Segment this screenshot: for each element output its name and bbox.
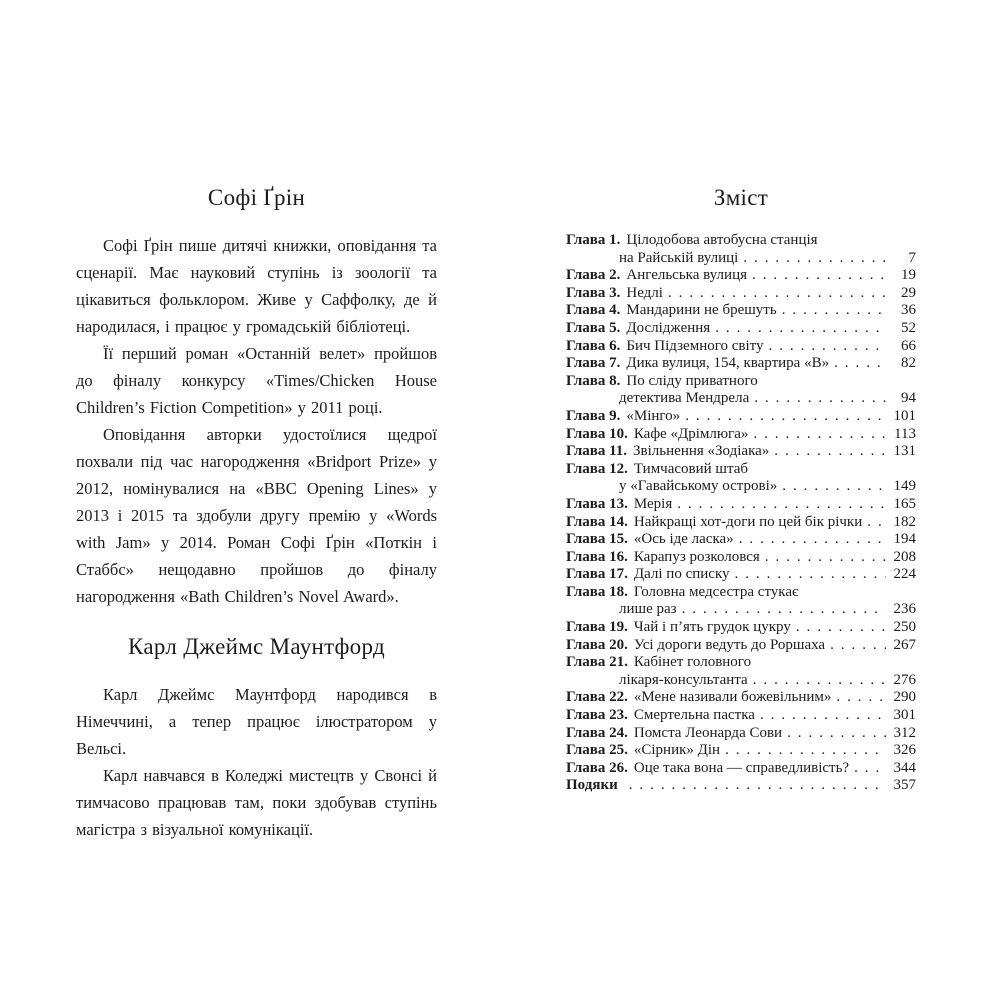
toc-entry-text: лікаря-консультанта: [619, 671, 748, 688]
toc-entry-row: [566, 408, 916, 426]
toc-entry-row: [566, 285, 916, 303]
toc-entry-text: Помста Леонарда Сови: [633, 724, 783, 741]
toc-entry-row: [566, 619, 916, 637]
toc-entry-text: Дика вулиця, 154, квартира «В»: [626, 355, 830, 372]
toc-entry-row: [566, 302, 916, 320]
toc-entry-text: лише раз: [619, 601, 677, 618]
toc-leader-dots: [682, 601, 886, 619]
toc-leader-dots: [739, 531, 886, 549]
toc-entry-row: [566, 320, 916, 338]
toc-entry-label: Глава 9.: [566, 407, 621, 424]
toc-entry-label: Глава 8.: [566, 372, 621, 389]
author-name-heading: Карл Джеймс Маунтфорд: [128, 634, 385, 659]
toc-entry-row: [566, 461, 916, 479]
toc-leader-dots: [760, 707, 886, 725]
author-bio-karl-mountford: [76, 633, 437, 843]
toc-page-number: 301: [893, 707, 916, 724]
toc-entry-row: [566, 531, 916, 549]
toc-entry-row: [566, 689, 916, 707]
toc-page-number: 290: [893, 689, 916, 706]
toc-entry-text: на Райській вулиці: [619, 249, 739, 266]
toc-entry-label: Глава 11.: [566, 443, 628, 460]
bio-paragraph: Її перший роман «Останній велет» пройшов до фіналу конкурсу «Times/Chicken House Children’s Fiction Competition» у 2011 році.: [76, 344, 437, 417]
toc-entry-row: [566, 373, 916, 391]
toc-entry-row: [566, 496, 916, 514]
toc-entry-label: Глава 12.: [566, 460, 628, 477]
toc-leader-dots: [752, 267, 886, 285]
toc-leader-dots: [735, 566, 886, 584]
toc-entry-label: Глава 18.: [566, 583, 628, 600]
toc-entry-label: Глава 17.: [566, 566, 628, 583]
toc-leader-dots: [668, 285, 886, 303]
toc-entry-row: [566, 654, 916, 672]
toc-entry-label: Глава 20.: [566, 636, 628, 653]
toc-leader-dots: [753, 426, 886, 444]
toc-page-number: 208: [893, 548, 916, 565]
bio-paragraph: Оповідання авторки удостоїлися щедрої похвали під час нагородження «Bridport Prize» у 2012, номінувалися на «BBC Opening Lines» у 2013 і 2015 та здобули другу премію у «Words with Jam» у 2014. Роман Софі Ґрін «Поткін і Стаббс» нещодавно пройшов до фіналу нагородження «Bath Children’s Novel Award».: [76, 425, 437, 606]
toc-entry-label: Глава 5.: [566, 319, 621, 336]
toc-entry-row: [566, 707, 916, 725]
bio-paragraph: Карл Джеймс Маунтфорд народився в Німеччині, а тепер працює ілюстратором у Вельсі.: [76, 685, 437, 758]
toc-page-number: 29: [901, 284, 916, 301]
toc-entry-row: [566, 232, 916, 250]
toc-entry-row-continuation: [566, 478, 916, 496]
toc-page-number: 276: [893, 671, 916, 688]
toc-leader-dots: [796, 619, 886, 637]
toc-page-number: 344: [893, 759, 916, 776]
bio-paragraph: Карл навчався в Коледжі мистецтв у Свонсі й тимчасово працював там, поки здобував ступінь магістра з візуальної комунікації.: [76, 766, 437, 839]
toc-entry-label: Глава 13.: [566, 495, 628, 512]
toc-entry-text: Усі дороги ведуть до Роршаха: [633, 636, 826, 653]
toc-leader-dots: [836, 689, 886, 707]
toc-leader-dots: [765, 549, 886, 567]
toc-entry-row: [566, 760, 916, 778]
toc-leader-dots: [715, 320, 886, 338]
toc-entry-label: Глава 16.: [566, 548, 628, 565]
toc-leader-dots: [854, 760, 886, 778]
toc-entry-row: [566, 549, 916, 567]
toc-page-number: 312: [893, 724, 916, 741]
toc-leader-dots: [787, 725, 886, 743]
toc-entry-text: Тимчасовий штаб: [633, 460, 749, 477]
toc-leader-dots: [830, 637, 886, 655]
toc-entry-row: [566, 777, 916, 795]
toc-entry-label: Глава 21.: [566, 654, 628, 671]
toc-entry-label: Глава 22.: [566, 689, 628, 706]
toc-entry-row-continuation: [566, 672, 916, 690]
toc-page-number: 101: [893, 407, 916, 424]
toc-entry-label: Глава 14.: [566, 513, 628, 530]
toc-entry-text: Головна медсестра стукає: [633, 583, 799, 600]
toc-page-number: 250: [893, 619, 916, 636]
toc-entry-text: Оце така вона — справедливість?: [633, 759, 850, 776]
toc-entry-text: Недлі: [626, 284, 663, 301]
toc-entry-label: Глава 10.: [566, 425, 628, 442]
toc-entry-row: [566, 514, 916, 532]
toc-entry-row-continuation: [566, 250, 916, 268]
toc-entry-row: [566, 426, 916, 444]
toc-entry-text: Бич Підземного світу: [626, 337, 764, 354]
toc-entry-label: Глава 25.: [566, 742, 628, 759]
toc-entry-text: Далі по списку: [633, 566, 730, 583]
toc-entry-text: Карапуз розколовся: [633, 548, 760, 565]
toc-leader-dots: [782, 478, 886, 496]
toc-page-number: 224: [893, 566, 916, 583]
toc-title: Зміст: [713, 185, 769, 210]
toc-entry-row: [566, 443, 916, 461]
toc-page-number: 165: [893, 495, 916, 512]
toc-leader-dots: [743, 250, 886, 268]
toc-entry-label: Глава 6.: [566, 337, 621, 354]
toc-entry-label: Глава 4.: [566, 302, 621, 319]
toc-page-number: 194: [893, 531, 916, 548]
bio-paragraph: Софі Ґрін пише дитячі книжки, оповідання та сценарії. Має науковий ступінь із зоології та цікавиться фольклором. Живе у Саффолку, де й народилася, і працює у громадській бібліотеці.: [76, 236, 437, 336]
toc-leader-dots: [867, 514, 886, 532]
toc-entry-text: Звільнення «Зодіака»: [633, 443, 770, 460]
toc-leader-dots: [753, 672, 886, 690]
author-bio-sophie-green: [76, 184, 437, 610]
page-right: [500, 0, 1000, 1000]
toc-leader-dots: [677, 496, 886, 514]
toc-entry-text: «Мінго»: [626, 407, 681, 424]
toc-entry-text: Кабінет головного: [633, 654, 752, 671]
toc-entry-text: у «Гавайському острові»: [619, 478, 778, 495]
toc-entry-text: Ангельська вулиця: [626, 267, 747, 284]
toc-entry-label: Глава 2.: [566, 267, 621, 284]
toc-entry-row-continuation: [566, 601, 916, 619]
toc-entry-row: [566, 725, 916, 743]
toc-entry-text: «Ось іде ласка»: [633, 531, 734, 548]
toc-page-number: 113: [894, 425, 916, 442]
toc-entry-text: Кафе «Дрімлюга»: [633, 425, 749, 442]
toc-page-number: 52: [901, 319, 916, 336]
toc-entry-row: [566, 355, 916, 373]
toc-leader-dots: [754, 390, 886, 408]
toc-entry-label: Глава 1.: [566, 232, 621, 248]
author-name-heading: Софі Ґрін: [207, 185, 306, 210]
toc-page-number: 131: [893, 443, 916, 460]
toc-entry-label: Подяки: [566, 777, 618, 794]
toc-page-number: 149: [893, 478, 916, 495]
toc-entry-label: Глава 19.: [566, 619, 628, 636]
toc-leader-dots: [685, 408, 886, 426]
toc-leader-dots: [834, 355, 886, 373]
toc-page-number: 236: [893, 601, 916, 618]
toc-entry-text: Мандарини не брешуть: [626, 302, 777, 319]
toc-page-number: 267: [893, 636, 916, 653]
toc-entry-row: [566, 742, 916, 760]
toc-leader-dots: [725, 742, 886, 760]
toc-entry-text: «Мене називали божевільним»: [633, 689, 832, 706]
toc-entry-row-continuation: [566, 390, 916, 408]
toc-entry-label: Глава 26.: [566, 759, 628, 776]
toc-list: [566, 232, 916, 795]
toc-page-number: 326: [893, 742, 916, 759]
toc-page-number: 36: [901, 302, 916, 319]
toc-leader-dots: [774, 443, 886, 461]
toc-entry-text: «Сірник» Дін: [633, 742, 721, 759]
toc-entry-text: Мерія: [633, 495, 673, 512]
toc-entry-row: [566, 566, 916, 584]
toc-page-number: 357: [893, 777, 916, 794]
toc-entry-label: Глава 23.: [566, 707, 628, 724]
toc-entry-row: [566, 637, 916, 655]
toc-entry-label: Глава 3.: [566, 284, 621, 301]
toc-leader-dots: [782, 302, 886, 320]
toc-page-number: 19: [901, 267, 916, 284]
toc-entry-label: Глава 7.: [566, 355, 621, 372]
toc-leader-dots: [769, 338, 886, 356]
toc-entry-text: детектива Мендрела: [619, 390, 750, 407]
toc-entry-label: Глава 15.: [566, 531, 628, 548]
toc-entry-text: Дослідження: [626, 319, 711, 336]
toc-page-number: 94: [901, 390, 916, 407]
toc-entry-text: Цілодобова автобусна станція: [626, 232, 818, 248]
toc-page-number: 182: [893, 513, 916, 530]
toc-entry-text: Чай і п’ять грудок цукру: [633, 619, 791, 636]
toc-entry-text: Смертельна пастка: [633, 707, 755, 724]
toc-page-number: 82: [901, 355, 916, 372]
toc-page-number: 7: [908, 249, 916, 266]
toc-entry-label: Глава 24.: [566, 724, 628, 741]
toc-entry-row: [566, 338, 916, 356]
toc-entry-text: По сліду приватного: [626, 372, 758, 389]
toc-leader-dots: [629, 777, 886, 795]
toc-entry-row: [566, 267, 916, 285]
toc-entry-text: Найкращі хот-доги по цей бік річки: [633, 513, 863, 530]
toc-entry-row: [566, 584, 916, 602]
toc-page-number: 66: [901, 337, 916, 354]
